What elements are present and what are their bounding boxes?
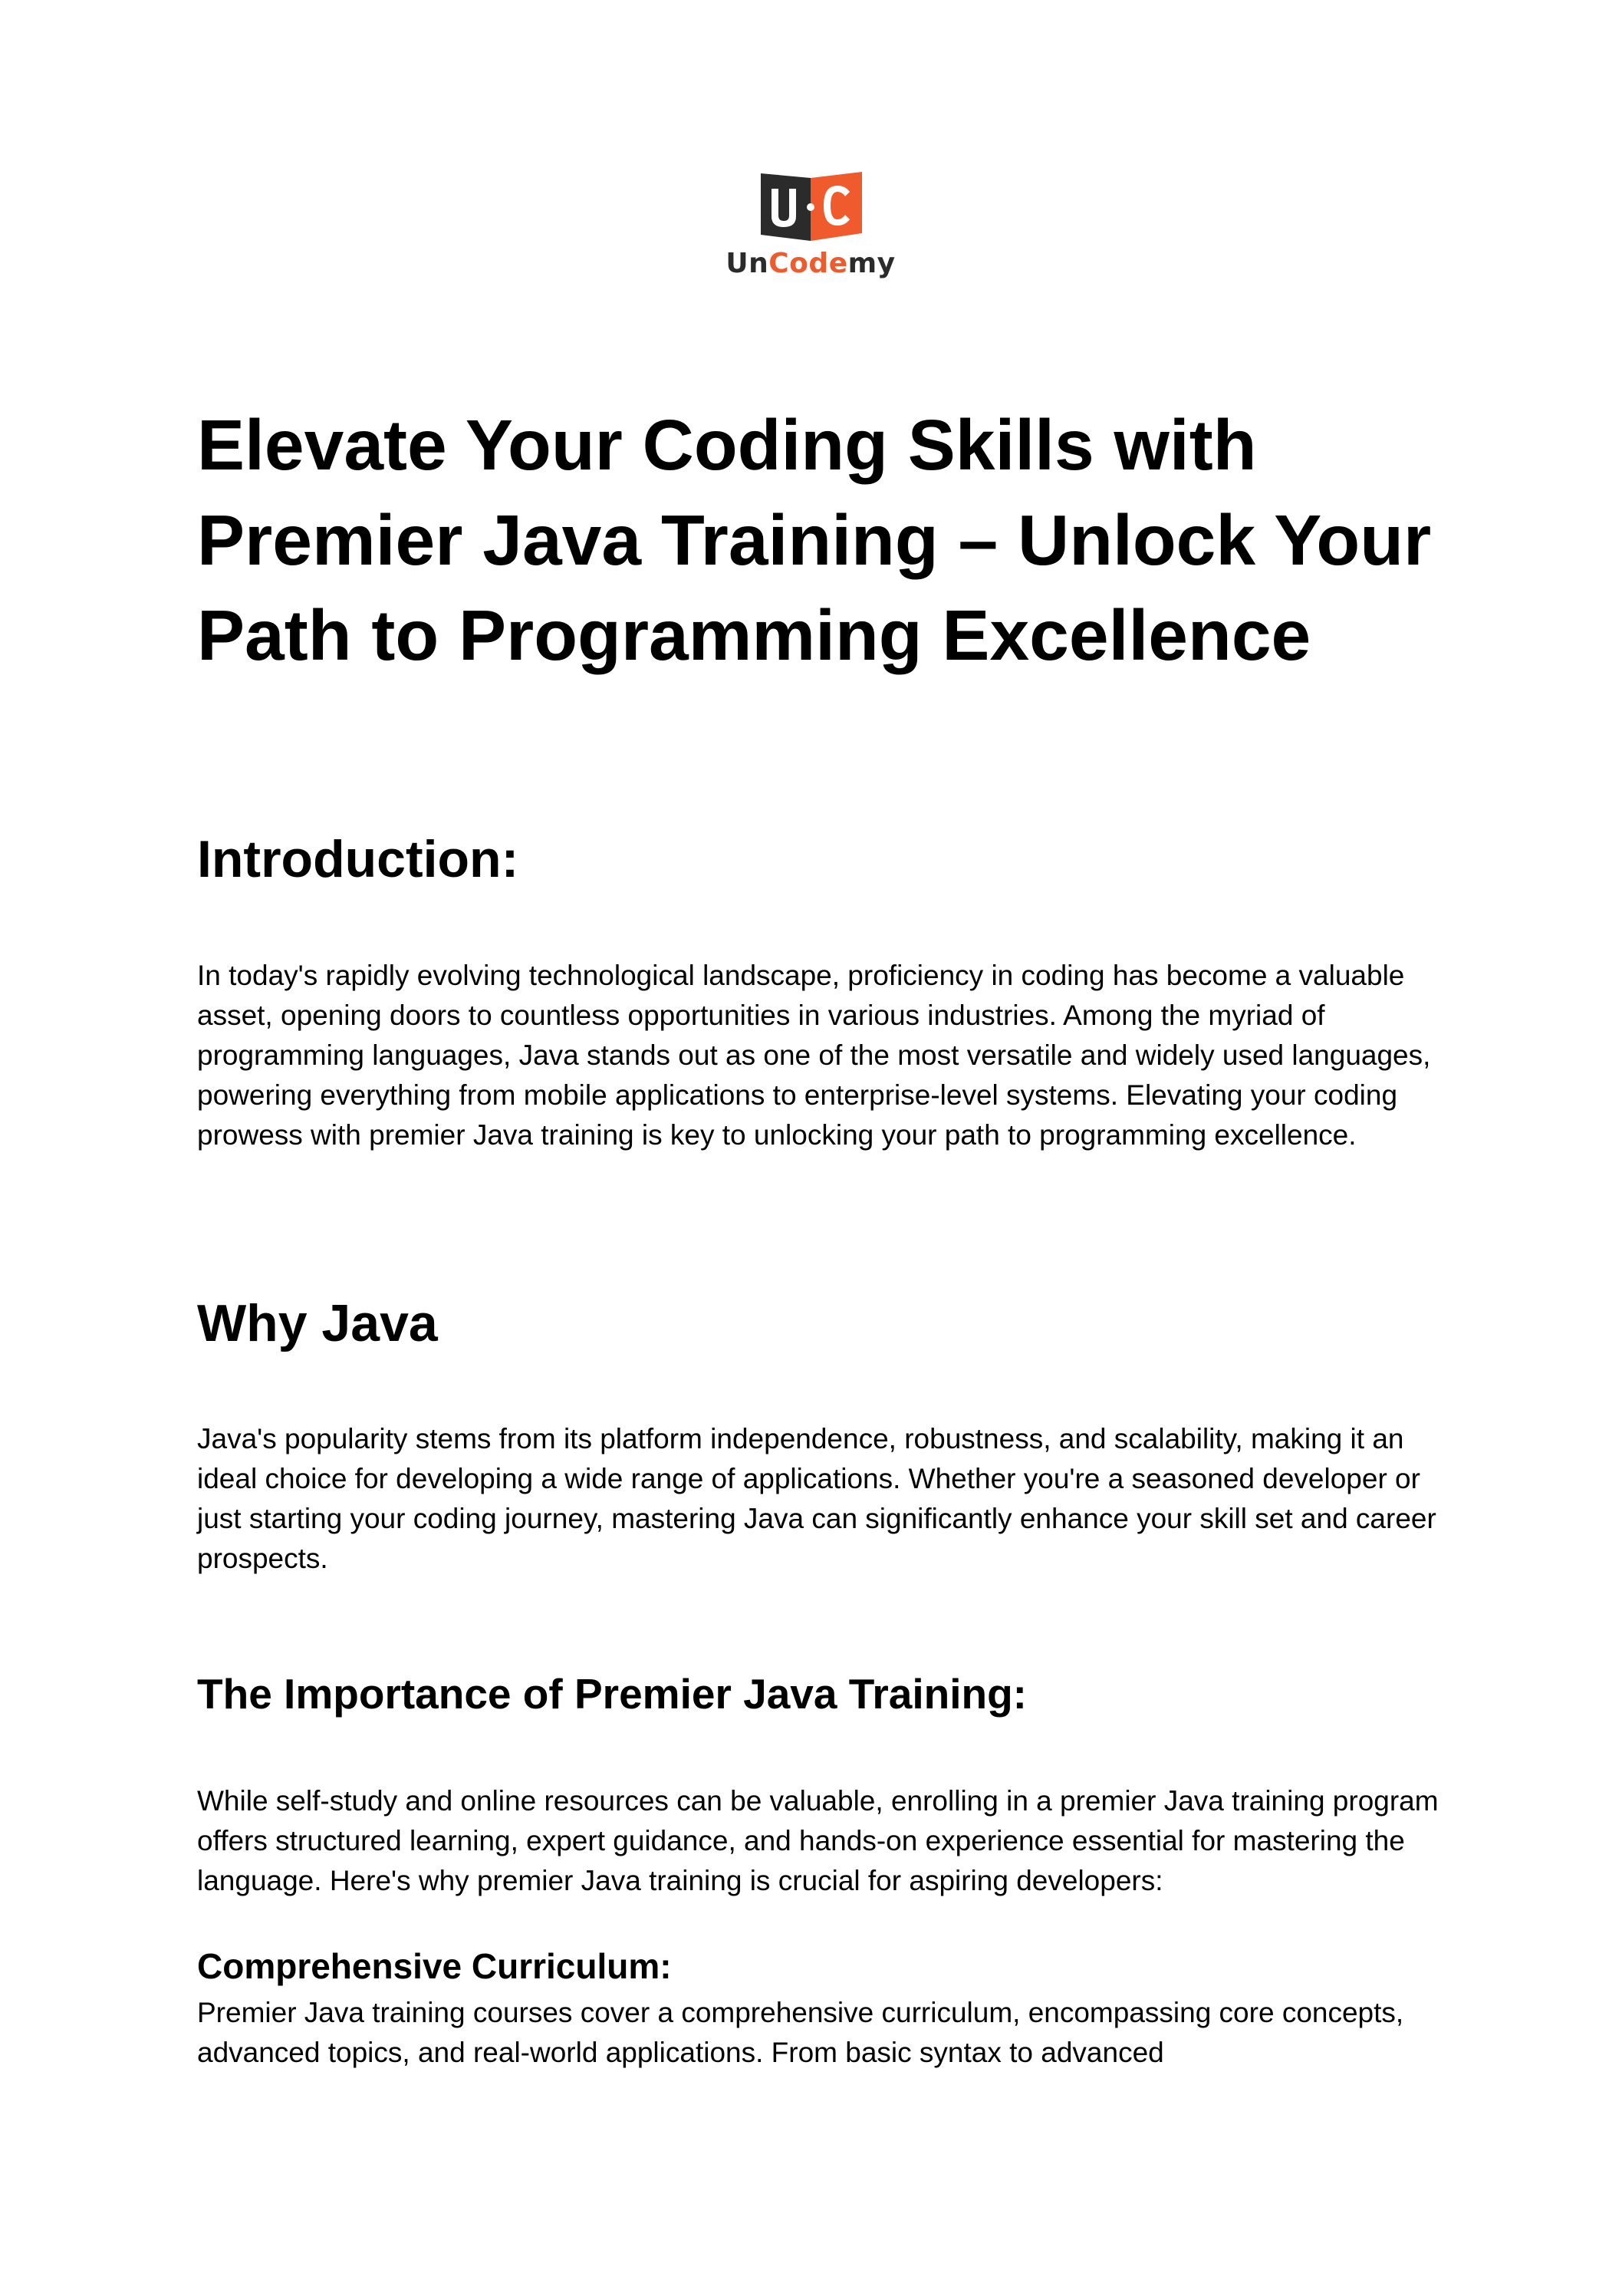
logo-wordmark [724, 248, 897, 279]
uncodemy-logo [724, 169, 897, 284]
importance-heading: The Importance of Premier Java Training: [197, 1670, 1027, 1718]
curriculum-body: Premier Java training courses cover a comprehensive curriculum, encompassing core concepts, advanced topics, and real-world applications. From basic syntax to advanced [197, 1997, 1404, 2068]
curriculum-heading: Comprehensive Curriculum: [197, 1946, 672, 1986]
introduction-body: In today's rapidly evolving technological landscape, proficiency in coding has become a valuable asset, opening doors to countless opportunities in various industries. Among the myriad of programming languages, Java stands out as one of the most versatile and widely used languages, powering everything from mobile applications to enterprise-level systems. Elevating your coding prowess with premier Java training is key to unlocking your path to programming excellence. [197, 960, 1431, 1151]
why-java-heading: Why Java [197, 1294, 438, 1352]
logo-text-my: my [847, 248, 896, 279]
importance-body: While self-study and online resources can be valuable, enrolling in a premier Java training program offers structured learning, expert guidance, and hands-on experience essential for mastering the language. Here's why premier Java training is crucial for aspiring developers: [197, 1785, 1439, 1896]
page-title: Elevate Your Coding Skills with Premier Java Training – Unlock Your Path to Programming Excellence [197, 405, 1432, 675]
logo-text-code: Code [768, 248, 848, 279]
introduction-heading: Introduction: [197, 830, 519, 888]
why-java-body: Java's popularity stems from its platform independence, robustness, and scalability, making it an ideal choice for developing a wide range of applications. Whether you're a seasoned developer or just starting your coding journey, mastering Java can significantly enhance your skill set and career prospects. [197, 1423, 1436, 1574]
uncodemy-logo-icon [724, 169, 897, 245]
logo-text-un: Un [725, 248, 769, 279]
